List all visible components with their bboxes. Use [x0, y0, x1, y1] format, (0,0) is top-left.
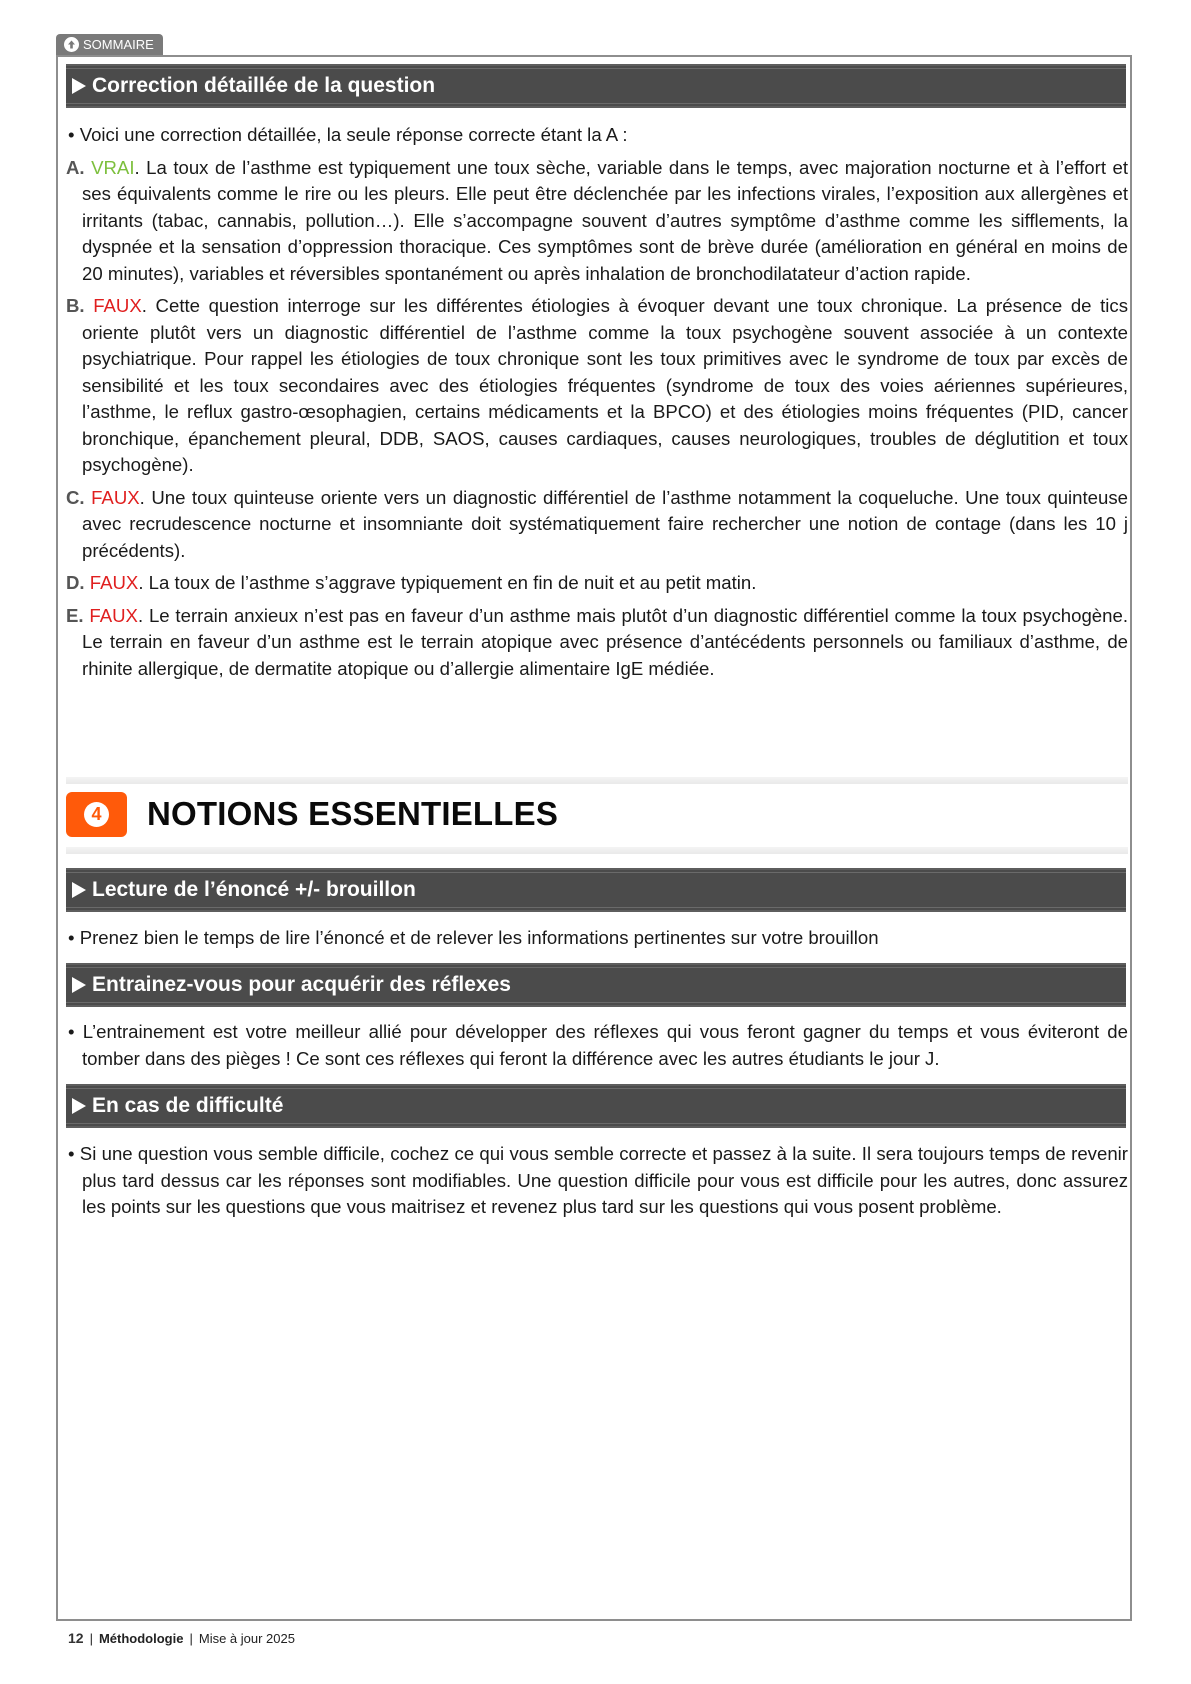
verdict-faux: FAUX	[89, 572, 139, 593]
section-text: L’entrainement est votre meilleur allié pour développer des réflexes qui vous feront gagner du temps et vous éviteront de tomber dans des pièges ! Ce sont ces réflexes qui feront la différence avec les autres étudiants le jour J.	[82, 1021, 1128, 1069]
answer-b	[66, 293, 1128, 479]
section-body-lecture: • Prenez bien le temps de lire l’énoncé et de relever les informations pertinentes sur votre brouillon	[68, 927, 879, 948]
footer-separator: |	[189, 1631, 193, 1646]
answer-letter: D.	[66, 572, 85, 593]
answer-text: . Une toux quinteuse oriente vers un diagnostic différentiel de l’asthme notamment la coqueluche. Une toux quinteuse avec recrudescence nocturne et insomniante doit systématiquement faire rechercher une notion de contage (dans les 10 j précédents).	[82, 486, 1128, 561]
divider-bottom	[66, 847, 1128, 854]
answer-text: . Le terrain anxieux n’est pas en faveur d’un asthme mais plutôt d’un diagnostic différentiel comme la toux psychogène. Le terrain en faveur d’un asthme est le terrain atopique avec présence d’antécédents personnels ou familiaux d’asthme, de rhinite allergique, de dermatite atopique ou d’allergie alimentaire IgE médiée.	[82, 604, 1128, 679]
update-note: Mise à jour 2025	[198, 1631, 295, 1646]
verdict-faux: FAUX	[89, 604, 138, 626]
section-title: Entrainez-vous pour acquérir des réflexes	[92, 973, 511, 996]
verdict-vrai: VRAI	[91, 156, 135, 178]
section-header-lecture	[66, 868, 1126, 912]
answer-text: . Cette question interroge sur les différentes étiologies à évoquer devant une toux chronique. La présence de tics oriente plutôt vers un diagnostic différentiel de l’asthme comme la toux psychogène souvent associée à un contexte psychiatrique. Pour rappel les étiologies de toux chronique sont les toux primitives avec le syndrome de toux par excès de sensibilité et les toux secondaires avec des étiologies fréquentes (syndrome de toux des voies aériennes supérieures, l’asthme, le reflux gastro-œsophagien, certains médicaments et la BPCO) et des étiologies moins fréquentes (PID, cancer bronchique, épanchement pleural, DDB, SAOS, causes cardiaques, causes neurologiques, troubles de déglutition et toux psychogène).	[82, 295, 1128, 475]
play-triangle-icon	[72, 1098, 86, 1114]
correction-body	[66, 122, 1128, 682]
section-header-correction	[66, 64, 1126, 108]
section-text: Si une question vous semble difficile, cochez ce qui vous semble correcte et passez à la suite. Il sera toujours temps de revenir plus tard dessus car les réponses sont modifiables. Une question difficile pour vous est difficile pour les autres, donc assurez les points sur les questions que vous maitrisez et revenez plus tard sur les questions qui vous posent problème.	[79, 1143, 1128, 1217]
answer-letter: B.	[66, 295, 85, 316]
play-triangle-icon	[72, 78, 86, 94]
section-title: Lecture de l’énoncé +/- brouillon	[92, 878, 416, 901]
chapter-number: 4	[84, 802, 109, 827]
answer-letter: A.	[66, 156, 85, 178]
sommaire-link[interactable]	[56, 34, 163, 55]
divider-top	[66, 777, 1128, 784]
verdict-faux: FAUX	[91, 486, 140, 508]
section-title: Correction détaillée de la question	[92, 74, 436, 97]
page-footer	[68, 1630, 295, 1646]
section-text: Prenez bien le temps de lire l’énoncé et de relever les informations pertinentes sur votre brouillon	[79, 927, 879, 948]
answer-e	[66, 603, 1128, 683]
section-header-difficulte	[66, 1084, 1126, 1128]
answer-a	[66, 155, 1128, 288]
chapter-heading	[66, 790, 558, 838]
chapter-number-badge	[66, 792, 127, 837]
page-number: 12	[68, 1630, 84, 1646]
answer-letter: C.	[66, 486, 85, 508]
intro-text: Voici une correction détaillée, la seule réponse correcte étant la A :	[79, 124, 628, 145]
answer-letter: E.	[66, 604, 84, 626]
footer-separator: |	[89, 1631, 93, 1646]
sommaire-label: SOMMAIRE	[83, 37, 154, 52]
section-body-difficulte: • Si une question vous semble difficile, cochez ce qui vous semble correcte et passez à la suite. Il sera toujours temps de revenir plus tard dessus car les réponses sont modifiables. Une question difficile pour vous est difficile pour les autres, donc assurez les points sur les questions que vous maitrisez et revenez plus tard sur les questions qui vous posent problème.	[68, 1143, 1128, 1217]
correction-intro: • Voici une correction détaillée, la seule réponse correcte étant la A :	[68, 124, 628, 145]
document-title: Méthodologie	[98, 1631, 184, 1646]
chapter-title: NOTIONS ESSENTIELLES	[147, 795, 559, 832]
section-body-entrainement: • L’entrainement est votre meilleur allié pour développer des réflexes qui vous feront gagner du temps et vous éviteront de tomber dans des pièges ! Ce sont ces réflexes qui feront la différence avec les autres étudiants le jour J.	[68, 1021, 1128, 1069]
answer-d	[66, 570, 1128, 597]
play-triangle-icon	[72, 882, 86, 898]
verdict-faux: FAUX	[93, 295, 142, 316]
section-title: En cas de difficulté	[92, 1094, 284, 1117]
answer-c	[66, 485, 1128, 565]
section-header-entrainement	[66, 963, 1126, 1007]
play-triangle-icon	[72, 977, 86, 993]
arrow-up-circle-icon	[64, 37, 79, 52]
answer-text: . La toux de l’asthme est typiquement une toux sèche, variable dans le temps, avec majoration nocturne et à l’effort et ses équivalents comme le rire ou les pleurs. Elle peut être déclenchée par les infections virales, l’exposition aux allergènes et irritants (tabac, cannabis, pollution…). Elle s’accompagne souvent d’autres symptôme d’asthme comme les sifflements, la dyspnée et la sensation d’oppression thoracique. Ces symptômes sont de brève durée (amélioration en général en moins de 20 minutes), variables et réversibles spontanément ou après inhalation de bronchodilatateur d’action rapide.	[82, 156, 1128, 284]
answer-text: . La toux de l’asthme s’aggrave typiquement en fin de nuit et au petit matin.	[138, 572, 757, 593]
